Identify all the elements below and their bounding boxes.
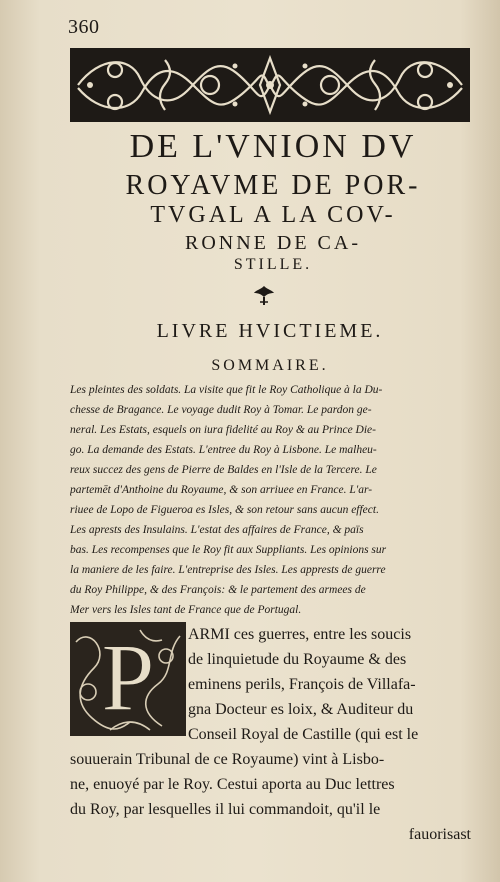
summary-line: Mer vers les Isles tant de France que de Portugal. <box>70 604 302 616</box>
title-line-2: ROYAVME DE POR- <box>125 170 421 201</box>
decorated-initial <box>70 622 186 736</box>
body-line: souuerain Tribunal de ce Royaume) vint à Lisbo- <box>70 751 385 768</box>
title-line-3: TVGAL A LA COV- <box>150 202 396 228</box>
summary-line: du Roy Philippe, & des François: & le partement des armees de <box>70 584 366 596</box>
ornamental-headpiece <box>70 48 470 122</box>
book-title: LIVRE HVICTIEME. <box>156 320 384 342</box>
summary-line: bas. Les recompenses que le Roy fit aux Suppliants. Les opinions sur <box>70 544 387 556</box>
summary-line: reux succez des gens de Pierre de Baldes en l'Isle de la Tercere. Le <box>70 464 377 476</box>
summary-line: chesse de Bragance. Le voyage dudit Roy à Tomar. Le pardon ge- <box>70 404 372 416</box>
title-line-4: RONNE DE CA- <box>185 232 361 254</box>
dropcap-letter: P <box>101 624 155 731</box>
body-line: Conseil Royal de Castille (qui est le <box>188 726 419 743</box>
fleuron-icon <box>252 284 276 306</box>
body-line: de linquietude du Royaume & des <box>188 651 407 668</box>
summary-line: riuee de Lopo de Figueroa es Isles, & son retour sans aucun effect. <box>70 504 379 516</box>
title-line-5: STILLE. <box>233 256 313 273</box>
summary-line: go. La demande des Estats. L'entree du Roy à Lisbone. Le malheu- <box>70 444 377 456</box>
catchword: fauorisast <box>408 826 471 843</box>
title-line-1: DE L'VNION DV <box>129 128 417 165</box>
summary-line: la maniere de les faire. L'entreprise des Isles. Les apprests de guerre <box>70 564 386 576</box>
body-line: du Roy, par lesquelles il lui commandoit, qu'il le <box>70 801 381 818</box>
page-number: 360 <box>68 16 100 38</box>
summary-line: Les pleintes des soldats. La visite que fit le Roy Catholique à la Du- <box>70 384 383 396</box>
body-line: gna Docteur es loix, & Auditeur du <box>188 701 414 718</box>
body-line: eminens perils, François de Villafa- <box>188 676 416 693</box>
summary-title: SOMMAIRE. <box>211 357 329 374</box>
summary-line: Les aprests des Insulains. L'estat des affaires de France, & païs <box>70 524 364 536</box>
body-line: ARMI ces guerres, entre les soucis <box>188 626 412 643</box>
summary-line: neral. Les Estats, esquels on iura fidelité au Roy & au Prince Die- <box>70 424 376 436</box>
summary-line: partemēt d'Anthoine du Royaume, & son arriuee en France. L'ar- <box>70 484 373 496</box>
body-line: ne, enuoyé par le Roy. Cestui aporta au Duc lettres <box>70 776 395 793</box>
